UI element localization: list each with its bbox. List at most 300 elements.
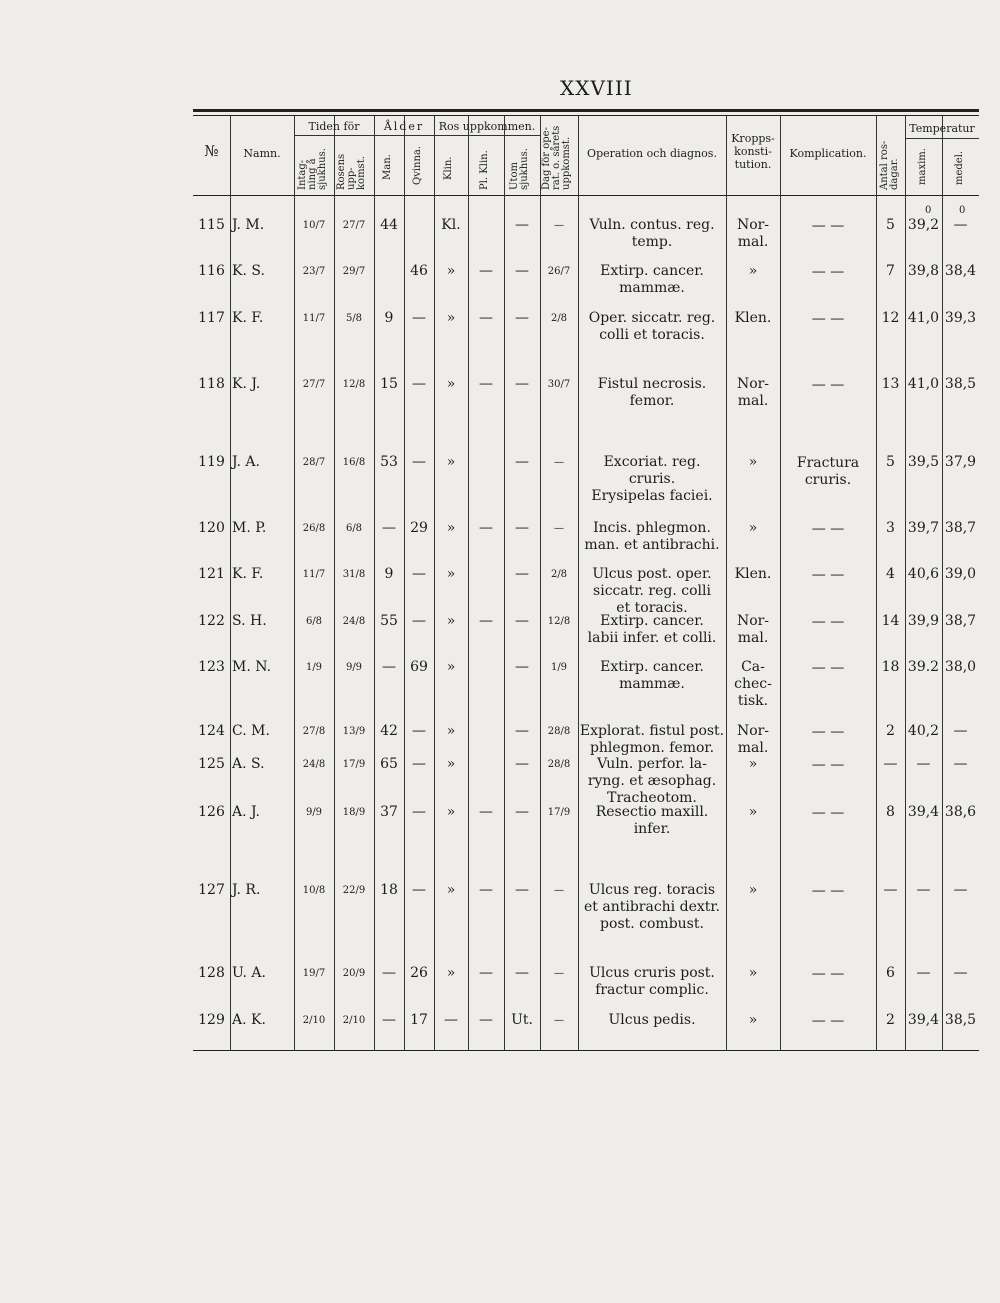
header-dag-for: Dag för ope- rat. o. sårets uppkomst. (541, 125, 572, 190)
cell-utom: — (515, 566, 529, 582)
cell-maxim: 39,4 (907, 1012, 940, 1028)
column-divider (468, 115, 469, 1050)
cell-klin: » (446, 804, 456, 820)
cell-operation: Ulcus pedis. (608, 1012, 696, 1028)
header-rule (193, 195, 979, 196)
cell-namn: K. S. (232, 263, 265, 279)
cell-klin: » (446, 756, 456, 772)
cell-qvinna: — (412, 756, 426, 772)
cell-rosens: 13/9 (342, 726, 366, 737)
cell-dag: 2/8 (550, 313, 568, 324)
cell-medel: 39,3 (944, 310, 977, 326)
column-divider (540, 115, 541, 1050)
cell-operation: Incis. phlegmon. (593, 520, 711, 536)
cell-qvinna: 69 (410, 659, 428, 675)
cell-maxim: 39.2 (907, 659, 940, 675)
cell-intag: 27/8 (302, 726, 326, 737)
cell-komplikation: — — (811, 567, 845, 583)
cell-kropps: Nor- (736, 217, 770, 233)
cell-operation: Explorat. fistul post. (579, 723, 725, 739)
cell-kropps: Klen. (734, 310, 772, 326)
header-komplikation: Komplication. (789, 147, 867, 160)
cell-utom: — (515, 376, 529, 392)
cell-kropps: Nor- (736, 613, 770, 629)
cell-nr: 122 (198, 613, 225, 629)
cell-komplikation: — — (811, 805, 845, 821)
cell-qvinna: — (412, 310, 426, 326)
cell-medel: 37,9 (944, 454, 977, 470)
cell-dag: 26/7 (547, 266, 571, 277)
cell-qvinna: — (412, 454, 426, 470)
cell-kropps: tisk. (737, 693, 769, 709)
cell-klin: » (446, 263, 456, 279)
cell-antal: 18 (881, 659, 900, 675)
cell-kropps: mal. (737, 234, 769, 250)
cell-klin: » (446, 310, 456, 326)
header-pl-klin: Pl. Klin. (479, 150, 490, 190)
column-divider (504, 115, 505, 1050)
cell-nr: 116 (198, 263, 225, 279)
cell-nr: 124 (198, 723, 225, 739)
page-number: XXVIII (560, 76, 633, 100)
top-rule-thin (193, 115, 979, 116)
cell-operation: Vuln. contus. reg. (589, 217, 715, 233)
cell-klin: — (444, 1012, 458, 1028)
cell-operation: Erysipelas faciei. (591, 488, 713, 504)
cell-intag: 24/8 (302, 759, 326, 770)
cell-medel: — (953, 882, 968, 898)
cell-maxim: — (916, 756, 931, 772)
cell-utom: — (515, 310, 529, 326)
cell-qvinna: 17 (410, 1012, 428, 1028)
cell-operation: et toracis. (616, 600, 688, 616)
cell-operation: cruris. (628, 471, 676, 487)
cell-pl-klin: — (479, 965, 493, 981)
cell-namn: A. K. (232, 1012, 266, 1028)
header-nr: № (204, 142, 219, 160)
cell-antal: 5 (886, 454, 895, 470)
cell-dag: 2/8 (550, 569, 568, 580)
cell-operation: Extirp. cancer. (600, 659, 704, 675)
cell-operation: siccatr. reg. colli (593, 583, 711, 599)
cell-intag: 23/7 (302, 266, 326, 277)
cell-namn: A. J. (232, 804, 260, 820)
cell-dag: 28/8 (547, 759, 571, 770)
header-medel: medel. (954, 150, 965, 185)
cell-komplikation: — — (811, 377, 845, 393)
cell-kropps: Nor- (736, 376, 770, 392)
cell-namn: M. P. (232, 520, 267, 536)
cell-kropps: » (748, 965, 758, 981)
cell-intag: 6/8 (305, 616, 323, 627)
cell-rosens: 6/8 (345, 523, 363, 534)
cell-medel: 38,6 (944, 804, 977, 820)
cell-dag: — (554, 968, 564, 979)
cell-operation: Vuln. perfor. la- (597, 756, 707, 772)
cell-kropps: Nor- (736, 723, 770, 739)
cell-operation: mammæ. (619, 676, 685, 692)
cell-kropps: mal. (737, 630, 769, 646)
cell-man: 65 (380, 756, 398, 772)
cell-kropps: » (748, 756, 758, 772)
cell-medel: — (953, 217, 968, 233)
cell-nr: 128 (198, 965, 225, 981)
cell-antal: 7 (886, 263, 895, 279)
cell-qvinna: 26 (410, 965, 428, 981)
header-operation: Operation och diagnos. (587, 147, 717, 160)
cell-maxim: 39,4 (907, 804, 940, 820)
cell-komplikation: — — (811, 218, 845, 234)
cell-medel: 38,7 (944, 520, 977, 536)
cell-man: — (382, 520, 396, 536)
header-subline (905, 138, 979, 139)
cell-medel: — (953, 723, 968, 739)
cell-qvinna: 29 (410, 520, 428, 536)
cell-utom: — (515, 263, 529, 279)
cell-dag: — (554, 885, 564, 896)
cell-klin: » (446, 520, 456, 536)
cell-komplikation: Fractura cruris. (796, 455, 860, 488)
cell-nr: 125 (198, 756, 225, 772)
cell-operation: ryng. et æsophag. (587, 773, 717, 789)
cell-utom: — (515, 756, 529, 772)
cell-operation: et antibrachi dextr. (584, 899, 720, 915)
cell-intag: 9/9 (305, 807, 323, 818)
cell-maxim: 40,2 (907, 723, 940, 739)
cell-man: 53 (380, 454, 398, 470)
cell-rosens: 2/10 (342, 1015, 366, 1026)
cell-klin: » (446, 659, 456, 675)
cell-medel: 38,5 (944, 1012, 977, 1028)
cell-medel: — (953, 965, 968, 981)
cell-utom: — (515, 217, 529, 233)
cell-intag: 1/9 (305, 662, 323, 673)
cell-qvinna: 46 (410, 263, 428, 279)
cell-dag: 30/7 (547, 379, 571, 390)
column-divider (294, 115, 295, 1050)
cell-intag: 11/7 (302, 569, 326, 580)
column-divider (942, 115, 943, 1050)
cell-rosens: 12/8 (342, 379, 366, 390)
cell-qvinna: — (412, 804, 426, 820)
cell-operation: Ulcus post. oper. (592, 566, 712, 582)
cell-nr: 129 (198, 1012, 225, 1028)
cell-medel: 38,7 (944, 613, 977, 629)
cell-pl-klin: — (479, 520, 493, 536)
cell-intag: 11/7 (302, 313, 326, 324)
cell-maxim: 39,2 (907, 217, 940, 233)
cell-maxim: — (916, 882, 931, 898)
cell-pl-klin: — (479, 804, 493, 820)
cell-man: 42 (380, 723, 398, 739)
cell-man: 18 (380, 882, 398, 898)
cell-operation: infer. (633, 821, 671, 837)
cell-man: 44 (380, 217, 398, 233)
cell-operation: man. et antibrachi. (584, 537, 720, 553)
column-divider (374, 115, 375, 1050)
cell-antal: 3 (886, 520, 895, 536)
cell-utom: — (515, 804, 529, 820)
cell-pl-klin: — (479, 1012, 493, 1028)
cell-nr: 123 (198, 659, 225, 675)
cell-rosens: 24/8 (342, 616, 366, 627)
cell-komplikation: — — (811, 264, 845, 280)
cell-intag: 28/7 (302, 457, 326, 468)
cell-namn: U. A. (232, 965, 266, 981)
cell-operation: femor. (629, 393, 675, 409)
column-divider (334, 115, 335, 1050)
cell-operation: temp. (631, 234, 673, 250)
cell-nr: 126 (198, 804, 225, 820)
cell-namn: K. J. (232, 376, 261, 392)
header-tiden-for: Tiden för (308, 120, 360, 133)
cell-komplikation: — — (811, 883, 845, 899)
cell-klin: » (446, 882, 456, 898)
cell-intag: 26/8 (302, 523, 326, 534)
cell-maxim: 41,0 (907, 310, 940, 326)
cell-nr: 121 (198, 566, 225, 582)
cell-medel: — (953, 756, 968, 772)
cell-klin: » (446, 566, 456, 582)
cell-dag: 1/9 (550, 662, 568, 673)
cell-operation: post. combust. (600, 916, 704, 932)
cell-kropps: » (748, 454, 758, 470)
cell-man: 37 (380, 804, 398, 820)
cell-operation: Tracheotom. (607, 790, 697, 806)
cell-medel: 38,0 (944, 659, 977, 675)
cell-man: 9 (384, 566, 394, 582)
cell-kropps: » (748, 804, 758, 820)
cell-antal: 6 (886, 965, 895, 981)
cell-komplikation: — — (811, 966, 845, 982)
cell-antal: 8 (886, 804, 895, 820)
cell-rosens: 17/9 (342, 759, 366, 770)
cell-operation: Resectio maxill. (595, 804, 709, 820)
cell-rosens: 9/9 (345, 662, 363, 673)
cell-kropps: » (748, 520, 758, 536)
cell-dag: 12/8 (547, 616, 571, 627)
cell-klin: » (446, 376, 456, 392)
cell-utom: — (515, 520, 529, 536)
cell-antal: 4 (886, 566, 895, 582)
cell-rosens: 5/8 (345, 313, 363, 324)
cell-utom: — (515, 454, 529, 470)
cell-kropps: » (748, 263, 758, 279)
header-rosens: Rosens upp- komst. (336, 153, 367, 190)
cell-maxim: — (916, 965, 931, 981)
column-divider (230, 115, 231, 1050)
cell-dag: — (554, 457, 564, 468)
header-qvinna: Qvinna. (412, 145, 423, 185)
cell-namn: S. H. (232, 613, 267, 629)
cell-rosens: 29/7 (342, 266, 366, 277)
header-utom: Utom sjukhus. (509, 148, 530, 190)
cell-utom: — (515, 882, 529, 898)
cell-utom: Ut. (511, 1012, 533, 1028)
cell-maxim: 39,8 (907, 263, 940, 279)
cell-namn: K. F. (232, 566, 264, 582)
cell-maxim: 41,0 (907, 376, 940, 392)
cell-kropps: mal. (737, 393, 769, 409)
cell-antal: 12 (881, 310, 900, 326)
cell-pl-klin: — (479, 310, 493, 326)
header-subline (434, 135, 540, 136)
cell-antal: — (883, 756, 898, 772)
cell-pl-klin: — (479, 376, 493, 392)
cell-dag: — (554, 523, 564, 534)
cell-namn: M. N. (232, 659, 272, 675)
cell-dag: — (554, 1015, 564, 1026)
cell-dag: 17/9 (547, 807, 571, 818)
cell-komplikation: — — (811, 660, 845, 676)
header-temperatur: Temperatur (909, 122, 975, 135)
cell-operation: Extirp. cancer. (600, 263, 704, 279)
degree-medel: 0 (959, 205, 966, 216)
cell-namn: A. S. (232, 756, 265, 772)
cell-man: — (382, 1012, 396, 1028)
cell-namn: J. R. (232, 882, 261, 898)
cell-klin: Kl. (441, 217, 461, 233)
cell-operation: Ulcus cruris post. (589, 965, 715, 981)
cell-nr: 118 (198, 376, 225, 392)
cell-utom: — (515, 613, 529, 629)
cell-maxim: 39,9 (907, 613, 940, 629)
column-divider (876, 115, 877, 1050)
header-subline (374, 135, 434, 136)
bottom-rule (193, 1050, 979, 1051)
column-divider (404, 115, 405, 1050)
cell-kropps: » (748, 882, 758, 898)
cell-utom: — (515, 723, 529, 739)
cell-man: 9 (384, 310, 394, 326)
cell-operation: phlegmon. femor. (589, 740, 715, 756)
cell-antal: — (883, 882, 898, 898)
cell-intag: 27/7 (302, 379, 326, 390)
cell-operation: mammæ. (619, 280, 685, 296)
header-kropps: Kropps- konsti- tution. (731, 132, 775, 171)
cell-nr: 117 (198, 310, 225, 326)
header-ros-uppkommen: Ros uppkommen. (438, 120, 536, 133)
cell-qvinna: — (412, 882, 426, 898)
cell-rosens: 20/9 (342, 968, 366, 979)
cell-pl-klin: — (479, 613, 493, 629)
header-subline (294, 135, 374, 136)
header-maxim: maxim. (917, 148, 928, 185)
top-rule (193, 109, 979, 112)
cell-man: — (382, 965, 396, 981)
cell-dag: — (554, 220, 564, 231)
cell-maxim: 40,6 (907, 566, 940, 582)
cell-klin: » (446, 965, 456, 981)
cell-nr: 120 (198, 520, 225, 536)
cell-namn: C. M. (232, 723, 270, 739)
cell-intag: 2/10 (302, 1015, 326, 1026)
column-divider (434, 115, 435, 1050)
cell-qvinna: — (412, 723, 426, 739)
cell-rosens: 31/8 (342, 569, 366, 580)
cell-operation: labii infer. et colli. (587, 630, 717, 646)
cell-intag: 10/8 (302, 885, 326, 896)
cell-namn: J. A. (232, 454, 260, 470)
cell-utom: — (515, 659, 529, 675)
cell-operation: fractur complic. (595, 982, 709, 998)
cell-antal: 2 (886, 1012, 895, 1028)
cell-intag: 19/7 (302, 968, 326, 979)
cell-operation: Fistul necrosis. (597, 376, 707, 392)
cell-operation: colli et toracis. (599, 327, 705, 343)
cell-kropps: chec- (734, 676, 772, 692)
cell-pl-klin: — (479, 882, 493, 898)
cell-klin: » (446, 613, 456, 629)
cell-klin: » (446, 454, 456, 470)
header-alder: Ålder (383, 120, 425, 133)
cell-komplikation: — — (811, 614, 845, 630)
header-intagning: Intag- ning å sjukhus. (297, 148, 328, 190)
cell-man: 55 (380, 613, 398, 629)
cell-rosens: 16/8 (342, 457, 366, 468)
cell-maxim: 39,5 (907, 454, 940, 470)
degree-maxim: 0 (925, 205, 932, 216)
cell-komplikation: — — (811, 757, 845, 773)
cell-operation: Ulcus reg. toracis (588, 882, 716, 898)
cell-nr: 115 (198, 217, 225, 233)
cell-medel: 39,0 (944, 566, 977, 582)
cell-nr: 119 (198, 454, 225, 470)
header-man: Man. (382, 154, 393, 180)
cell-komplikation: — — (811, 311, 845, 327)
cell-kropps: » (748, 1012, 758, 1028)
cell-pl-klin: — (479, 263, 493, 279)
cell-antal: 2 (886, 723, 895, 739)
column-divider (726, 115, 727, 1050)
cell-medel: 38,4 (944, 263, 977, 279)
cell-rosens: 22/9 (342, 885, 366, 896)
cell-intag: 10/7 (302, 220, 326, 231)
cell-kropps: Klen. (734, 566, 772, 582)
cell-operation: Extirp. cancer. (600, 613, 704, 629)
cell-kropps: mal. (737, 740, 769, 756)
cell-komplikation: — — (811, 1013, 845, 1029)
cell-namn: J. M. (232, 217, 265, 233)
cell-utom: — (515, 965, 529, 981)
cell-antal: 5 (886, 217, 895, 233)
cell-antal: 13 (881, 376, 900, 392)
cell-rosens: 18/9 (342, 807, 366, 818)
cell-qvinna: — (412, 376, 426, 392)
cell-operation: Oper. siccatr. reg. (588, 310, 716, 326)
cell-man: 15 (380, 376, 398, 392)
header-namn: Namn. (243, 147, 281, 160)
column-divider (905, 115, 906, 1050)
cell-operation: Excoriat. reg. (603, 454, 701, 470)
cell-dag: 28/8 (547, 726, 571, 737)
cell-komplikation: — — (811, 521, 845, 537)
cell-qvinna: — (412, 613, 426, 629)
cell-medel: 38,5 (944, 376, 977, 392)
cell-namn: K. F. (232, 310, 264, 326)
cell-kropps: Ca- (741, 659, 765, 675)
cell-rosens: 27/7 (342, 220, 366, 231)
header-klin: Klin. (443, 156, 454, 180)
cell-qvinna: — (412, 566, 426, 582)
cell-klin: » (446, 723, 456, 739)
header-antal: Antal ros- dagar. (879, 140, 900, 190)
cell-man: — (382, 659, 396, 675)
cell-antal: 14 (881, 613, 900, 629)
cell-nr: 127 (198, 882, 225, 898)
cell-komplikation: — — (811, 724, 845, 740)
cell-maxim: 39,7 (907, 520, 940, 536)
